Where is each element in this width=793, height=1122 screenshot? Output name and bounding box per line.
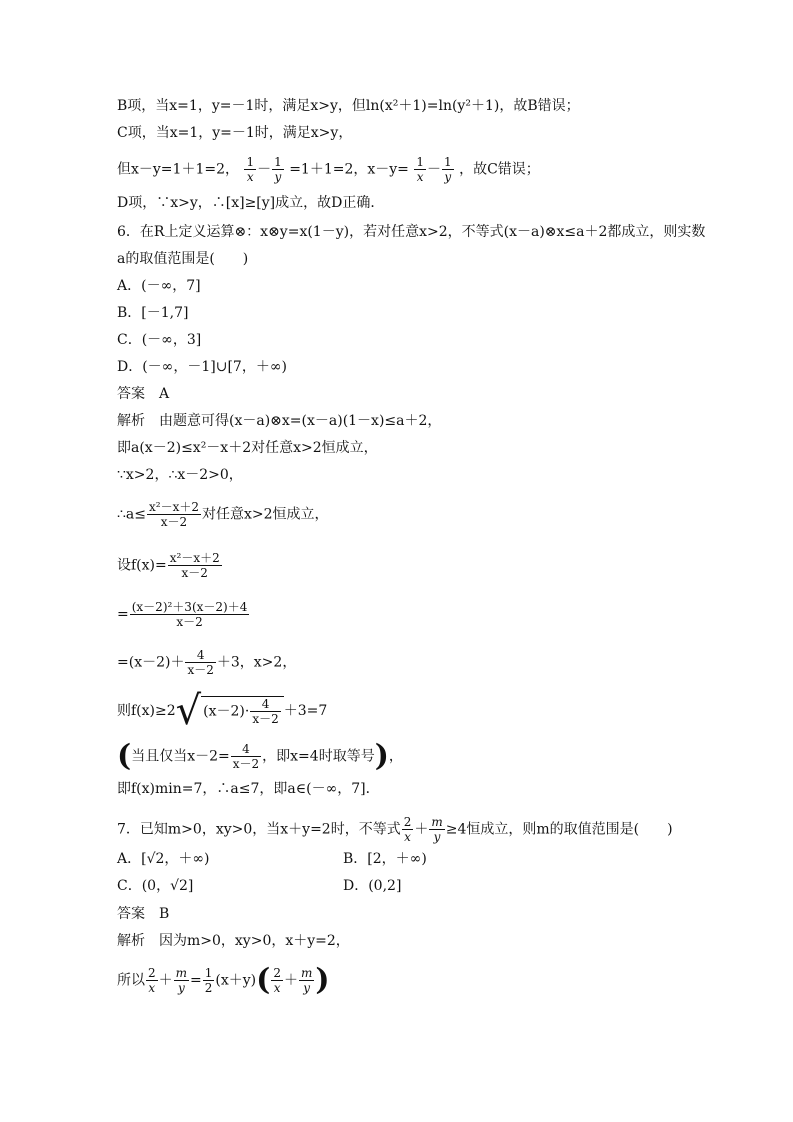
fraction-f-def: $\frac{\text{x²－x＋2}}{x-2}$ (169, 551, 220, 580)
right-bracket-icon-2: ) (315, 962, 330, 998)
fraction-1-over-x-2: $\frac{1}{x}$ (416, 155, 424, 184)
q6-solution-line-3: ∵x>2，∴x－2>0， (117, 467, 243, 483)
q6-solution-line-2: 即a(x－2)≤x²－x＋2对任意x>2恒成立， (117, 440, 378, 456)
fraction-f-expand: $\frac{\text{(x－2)²＋3(x－2)＋4}}{x-2}$ (131, 600, 248, 629)
q6-solution-line-10: 即f(x)min=7，∴a≤7，即a∈(－∞，7]． (117, 781, 380, 797)
left-bracket-icon: ( (117, 738, 132, 774)
q7-solution-line-2: 所以 $\frac{2}{x}$ ＋ $\frac{m}{y}$ = $\frac{1}{2}$ (x＋y)( $\frac{2}{x}$ ＋ $\frac{m}{y}$ ) (117, 962, 330, 998)
q6-stem-line-1: 6．在R上定义运算⊗：x⊗y=x(1－y)，若对任意x>2，不等式(x－a)⊗x≤a＋2都成立，则实数 (117, 224, 706, 240)
q7-option-b: B．[2，＋∞) (343, 851, 427, 867)
q6-solution-line-9: (当且仅当x－2= $\frac{4}{x-2}$ ，即x=4时取等号)， (117, 738, 403, 774)
fraction-2-over-x-br: $\frac{2}{x}$ (273, 966, 281, 995)
q6-sol6-pre: = (117, 606, 129, 623)
c-item-text-a: 但x－y=1＋1=2， (117, 161, 239, 178)
q7-stem-pre: 7．已知m>0，xy>0，当x＋y=2时，不等式 (117, 821, 401, 838)
q6-option-a: A．(－∞，7] (117, 278, 201, 294)
q6-sol8-pre: 则f(x)≥2 (117, 703, 176, 719)
fraction-four-sqrt: $\frac{4}{x-2}$ (252, 697, 279, 726)
q6-option-d: D．(－∞，－1]∪[7，＋∞) (117, 359, 287, 375)
q6-sol7-post: ＋3，x>2， (216, 654, 297, 671)
fraction-m-over-y: $\frac{m}{y}$ (431, 815, 443, 844)
b-item-line: B项，当x=1，y=－1时，满足x>y，但ln(x²＋1)=ln(y²＋1)，故B错误； (117, 98, 580, 114)
q6-answer: 答案 A (117, 386, 170, 402)
sqrt-content: (x－2)· $\frac{4}{x-2}$ (201, 696, 284, 726)
q7-sol2-mid: (x＋y) (215, 972, 257, 989)
q6-sol9-pre: 当且仅当x－2= (131, 748, 230, 765)
q6-option-b: B．[－1,7] (117, 305, 189, 321)
q7-option-c: C．(0，√2] (117, 878, 194, 894)
fraction-2-over-x-sol: $\frac{2}{x}$ (148, 966, 156, 995)
q7-sol2-pre: 所以 (117, 972, 145, 989)
q6-solution-line-6 (117, 600, 250, 629)
fraction-2-over-x: $\frac{2}{x}$ (403, 815, 412, 844)
fraction-1-over-x: $\frac{1}{x}$ (246, 155, 255, 184)
q6-sol5-pre: 设f(x)= (117, 557, 167, 574)
d-item-line: D项，∵x>y，∴[x]≥[y]成立，故D正确． (117, 195, 385, 211)
q7-stem-line: 7．已知m>0，xy>0，当x＋y=2时，不等式 $\frac{2}{x}$ ＋ $\frac{m}{y}$ ≥4恒成立，则m的取值范围是( ) (117, 815, 673, 844)
q6-sol8-post: ＋3=7 (283, 703, 328, 719)
c-item-line-2: 但x－y=1＋1=2， $\frac{1}{x}$ － $\frac{1}{y}$ =1＋1=2，x－y= $\frac{1}{x}$ － $\frac{1}{y}$ ，故C错误； (117, 155, 540, 184)
q6-sol4-post: 对任意x>2恒成立， (201, 506, 329, 523)
q6-solution-line-4 (117, 500, 329, 529)
q6-sol7-pre: =(x－2)＋ (117, 654, 185, 671)
q6-sol4-pre: ∴a≤ (117, 506, 146, 523)
q6-option-c: C．(－∞，3] (117, 332, 202, 348)
q7-stem-post: ≥4恒成立，则m的取值范围是( ) (445, 821, 673, 838)
q7-option-d: D．(0,2] (343, 878, 402, 894)
q7-answer: 答案 B (117, 906, 170, 922)
left-bracket-icon-2: ( (256, 962, 271, 998)
c-item-line-1: C项，当x=1，y=－1时，满足x>y， (117, 125, 353, 141)
q7-options-row-1 (117, 849, 210, 869)
q6-sol9-post: ，即x=4时取等号 (262, 748, 375, 765)
right-bracket-icon: ) (374, 738, 389, 774)
q6-solution-line-5 (117, 551, 223, 580)
fraction-four: $\frac{4}{x-2}$ (187, 648, 214, 677)
c-item-text-c: ，故C错误； (459, 161, 540, 178)
q6-solution-line-8 (117, 688, 328, 734)
sqrt-icon: √ (175, 688, 202, 734)
q6-stem-line-2: a的取值范围是( ) (117, 251, 249, 267)
fraction-1-over-y-2: $\frac{1}{y}$ (444, 155, 452, 184)
fraction-half: $\frac{1}{2}$ (204, 966, 213, 995)
q7-solution-line-1: 解析 因为m>0，xy>0，x＋y=2， (117, 933, 350, 949)
q6-solution-line-1: 解析 由题意可得(x－a)⊗x=(x－a)(1－x)≤a＋2， (117, 413, 442, 429)
fraction-m-over-y-sol: $\frac{m}{y}$ (175, 966, 188, 995)
fraction-1-over-y: $\frac{1}{y}$ (274, 155, 282, 184)
fraction-f-main: $\frac{\text{x²－x＋2}}{x-2}$ (148, 500, 199, 529)
c-item-text-b: =1＋1=2，x－y= (289, 161, 409, 178)
q7-option-a: A．[√2，＋∞) (117, 851, 210, 867)
fraction-four-eq: $\frac{4}{x-2}$ (232, 742, 260, 771)
q6-solution-line-7 (117, 648, 296, 677)
fraction-m-over-y-br: $\frac{m}{y}$ (300, 966, 313, 995)
